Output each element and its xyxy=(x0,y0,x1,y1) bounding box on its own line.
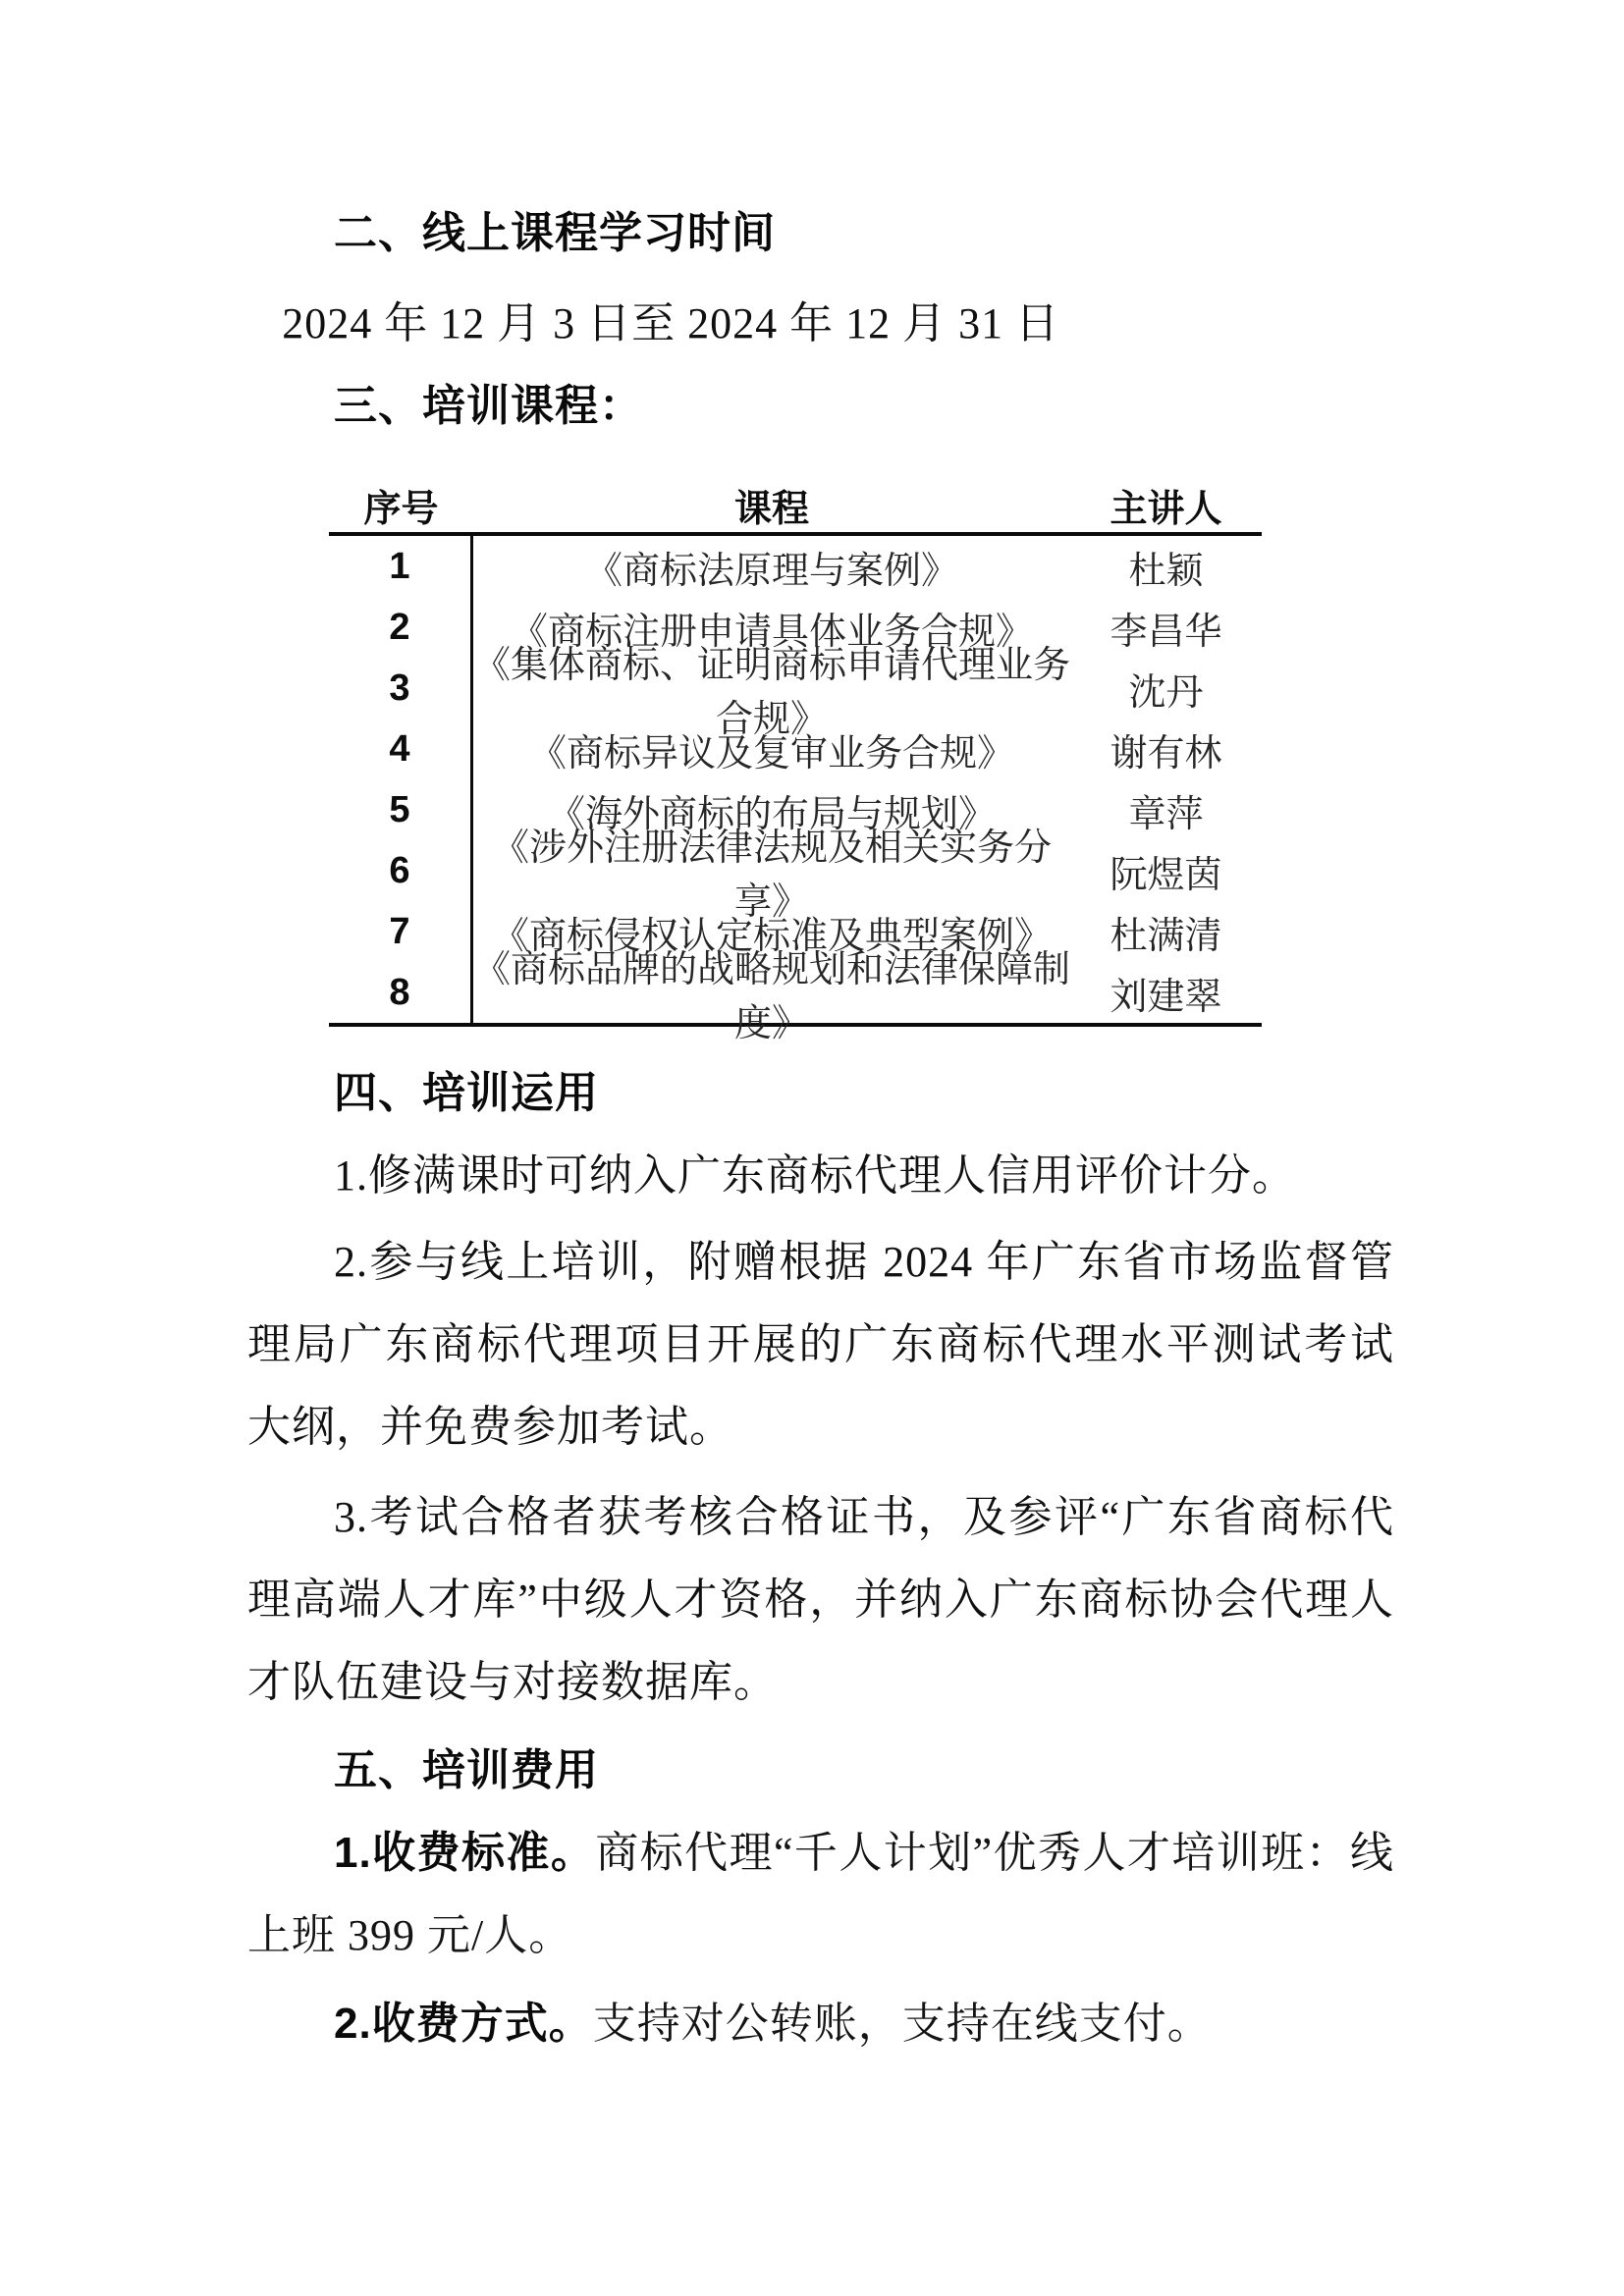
cell-course: 《商标侵权认定标准及典型案例》 xyxy=(491,915,1052,957)
course-table xyxy=(329,477,1262,1044)
header-cell-no: 序号 xyxy=(363,488,439,530)
cell-lecturer: 刘建翠 xyxy=(1110,976,1222,1018)
course-table-header-row xyxy=(329,477,1262,532)
cell-lecturer: 沈丹 xyxy=(1128,671,1204,714)
cell-no: 3 xyxy=(329,658,473,719)
cell-no: 6 xyxy=(329,840,473,901)
cell-course: 《集体商标、证明商标申请代理业务合规》 xyxy=(473,645,1071,740)
table-row xyxy=(329,719,1262,779)
fee-item-2 xyxy=(247,1983,1394,2065)
table-row xyxy=(329,645,1262,740)
heading-courses: 三、培训课程： xyxy=(334,382,643,430)
cell-lecturer: 阮煜茵 xyxy=(1110,854,1222,896)
cell-course: 《涉外注册法律法规及相关实务分享》 xyxy=(491,828,1052,923)
fee-item-1-text: 商标代理“千人计划”优秀人才培训班：线上班 399 元/人。 xyxy=(247,1829,1394,1959)
cell-course: 《商标异议及复审业务合规》 xyxy=(528,732,1014,774)
cell-lecturer: 谢有林 xyxy=(1110,732,1222,774)
cell-no: 8 xyxy=(329,962,473,1023)
usage-paragraph-2: 2.参与线上培训，附赠根据 2024 年广东省市场监督管理局广东商标代理项目开展的广东商标代理水平测试考试大纲，并免费参加考试。 xyxy=(247,1238,1394,1451)
online-time-date: 2024 年 12 月 3 日至 2024 年 12 月 31 日 xyxy=(282,299,1060,347)
cell-no: 1 xyxy=(329,536,473,597)
fee-item-2-label: 2.收费方式。 xyxy=(334,2000,593,2048)
heading-fee: 五、培训费用 xyxy=(334,1746,599,1794)
cell-lecturer: 李昌华 xyxy=(1110,611,1222,653)
cell-no: 4 xyxy=(329,719,473,779)
usage-paragraph-3: 3.考试合格者获考核合格证书，及参评“广东省商标代理高端人才库”中级人才资格，并纳入广东商标协会代理人才队伍建设与对接数据库。 xyxy=(247,1493,1394,1706)
cell-no: 2 xyxy=(329,597,473,658)
fee-item-1-label: 1.收费标准。 xyxy=(334,1829,596,1877)
header-cell-course: 课程 xyxy=(733,488,809,530)
fee-item-1 xyxy=(247,1812,1394,1977)
cell-course: 《商标法原理与案例》 xyxy=(584,550,958,592)
heading-online-time: 二、线上课程学习时间 xyxy=(334,209,776,257)
table-row xyxy=(329,949,1262,1044)
cell-course: 《商标注册申请具体业务合规》 xyxy=(510,611,1033,653)
usage-paragraph-1: 1.修满课时可纳入广东商标代理人信用评价计分。 xyxy=(334,1151,1296,1200)
table-row xyxy=(329,828,1262,923)
cell-lecturer: 杜颖 xyxy=(1128,550,1204,592)
course-table-body xyxy=(329,532,1262,1044)
table-row xyxy=(329,536,1262,597)
cell-lecturer: 杜满清 xyxy=(1110,915,1222,957)
cell-lecturer: 章萍 xyxy=(1128,793,1204,835)
header-cell-lecturer: 主讲人 xyxy=(1110,488,1222,530)
cell-course: 《商标品牌的战略规划和法律保障制度》 xyxy=(473,949,1071,1044)
heading-usage: 四、培训运用 xyxy=(334,1069,599,1117)
cell-no: 7 xyxy=(329,901,473,962)
cell-course: 《海外商标的布局与规划》 xyxy=(547,793,996,835)
fee-item-2-text: 支持对公转账，支持在线支付。 xyxy=(592,2000,1212,2048)
cell-no: 5 xyxy=(329,779,473,840)
